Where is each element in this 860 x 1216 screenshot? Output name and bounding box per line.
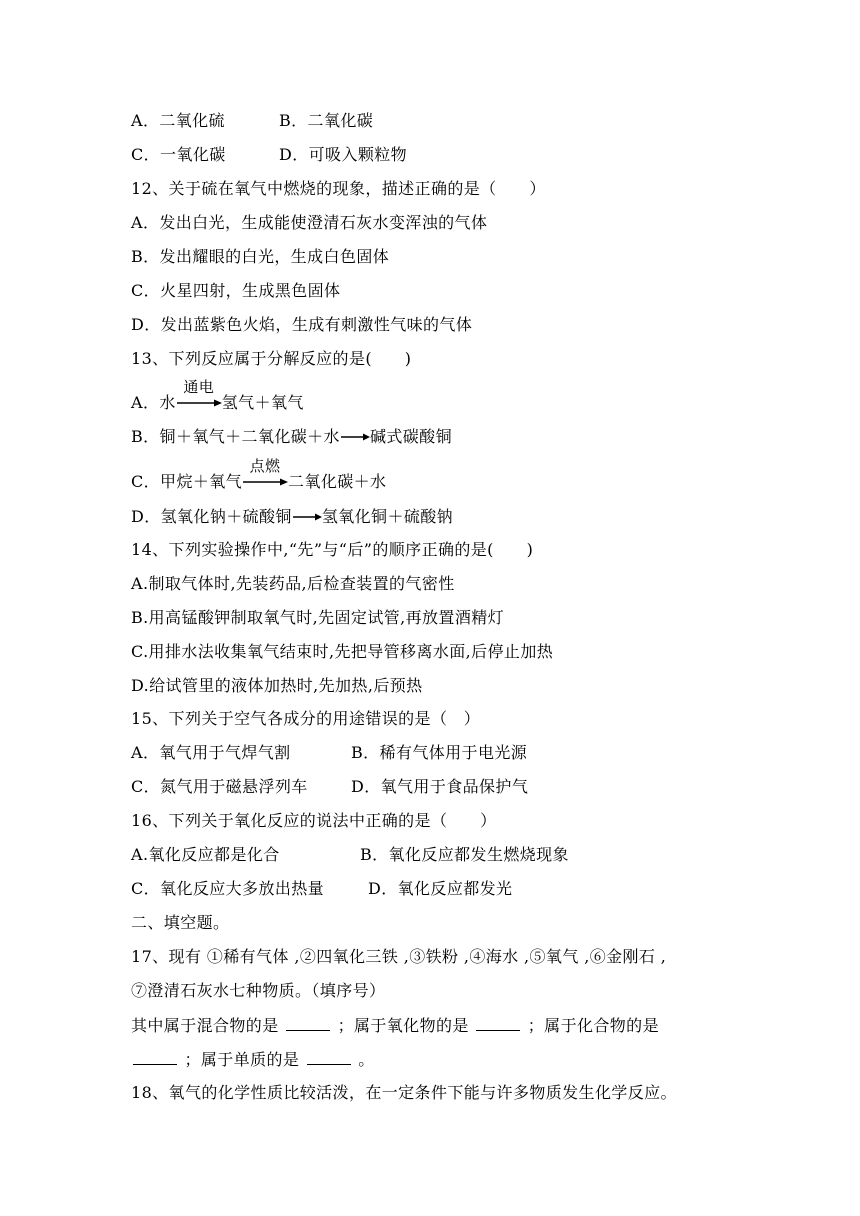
- question-14-stem: 14、下列实验操作中,“先”与“后”的顺序正确的是( ): [131, 540, 534, 559]
- question-16-option-d: D．氧化反应都发光: [368, 879, 513, 898]
- products: 碱式碳酸铜: [369, 427, 452, 446]
- question-13-option-d: [131, 506, 453, 528]
- option-row: [131, 144, 407, 166]
- reaction-arrow: [176, 378, 222, 414]
- question-16-option-b: B．氧化反应都发生燃烧现象: [360, 845, 569, 864]
- option-b: B．二氧化碳: [279, 111, 374, 130]
- question-15-stem: 15、下列关于空气各成分的用途错误的是（ ）: [131, 709, 481, 728]
- question-14-option-b: B.用高锰酸钾制取氧气时,先固定试管,再放置酒精灯: [131, 608, 505, 627]
- option-row: [131, 878, 512, 900]
- products: 二氧化碳＋水: [288, 472, 387, 491]
- arrow-icon: [242, 471, 288, 493]
- question-12-option-d: D．发出蓝紫色火焰，生成有刺激性气味的气体: [131, 315, 473, 334]
- option-row: [131, 844, 569, 866]
- question-16-stem: 16、下列关于氧化反应的说法中正确的是（ ）: [131, 811, 497, 830]
- question-12-option-b: B．发出耀眼的白光，生成白色固体: [131, 247, 390, 266]
- reaction-condition: 通电: [183, 378, 215, 396]
- question-13-option-a: [131, 378, 304, 414]
- question-12-option-a: A．发出白光，生成能使澄清石灰水变浑浊的气体: [131, 213, 488, 232]
- option-c: C．一氧化碳: [131, 145, 226, 164]
- question-14-option-d: D.给试管里的液体加热时,先加热,后预热: [131, 676, 423, 695]
- arrow-icon: [176, 392, 222, 414]
- reaction-condition: 点燃: [249, 457, 281, 475]
- question-15-option-a: A．氧气用于气焊气割: [131, 743, 291, 762]
- question-15-option-c: C．氮气用于磁悬浮列车: [131, 777, 308, 796]
- section-heading: 二、填空题。: [131, 913, 230, 932]
- question-12-stem: 12、关于硫在氧气中燃烧的现象，描述正确的是（ ）: [131, 179, 546, 198]
- question-17-line-2: ⑦澄清石灰水七种物质。（填序号）: [131, 981, 386, 1000]
- question-15-option-d: D．氧气用于食品保护气: [351, 777, 529, 796]
- question-17-line-3: 其中属于混合物的是 ；属于氧化物的是 ；属于化合物的是: [131, 1016, 659, 1035]
- option-row: [131, 110, 373, 132]
- reactants: B．铜＋氧气＋二氧化碳＋水: [131, 427, 340, 446]
- answer-blank[interactable]: [133, 1048, 177, 1065]
- answer-blank[interactable]: [286, 1014, 330, 1031]
- answer-blank[interactable]: [476, 1014, 520, 1031]
- question-18: 18、氧气的化学性质比较活泼，在一定条件下能与许多物质发生化学反应。: [131, 1083, 677, 1102]
- question-14-option-c: C.用排水法收集氧气结束时,先把导管移离水面,后停止加热: [131, 642, 554, 661]
- products: 氢气＋氧气: [221, 393, 304, 412]
- question-14-option-a: A.制取气体时,先装药品,后检查装置的气密性: [131, 574, 455, 593]
- question-16-option-a: A.氧化反应都是化合: [131, 845, 280, 864]
- reactants: D．氢氧化钠＋硫酸铜: [131, 507, 292, 526]
- arrow-icon: [292, 506, 322, 528]
- option-a: A．二氧化硫: [131, 111, 225, 130]
- question-17-line-1: 17、现有 ①稀有气体 ,②四氧化三铁 ,③铁粉 ,④海水 ,⑤氧气 ,⑥金刚石 ,: [131, 947, 667, 966]
- reaction-arrow: [242, 457, 288, 493]
- option-row: [131, 776, 528, 798]
- option-d: D．可吸入颗粒物: [279, 145, 408, 164]
- answer-blank[interactable]: [307, 1048, 351, 1065]
- question-13-option-c: [131, 457, 387, 493]
- option-row: [131, 742, 527, 764]
- question-17-line-4: ；属于单质的是 。: [131, 1048, 375, 1071]
- arrow-icon: [340, 426, 370, 448]
- question-13-option-b: [131, 426, 452, 448]
- products: 氢氧化铜＋硫酸钠: [321, 507, 454, 526]
- question-13-stem: 13、下列反应属于分解反应的是( ): [131, 349, 412, 368]
- question-15-option-b: B．稀有气体用于电光源: [351, 743, 528, 762]
- reactants: A．水: [131, 393, 176, 412]
- reactants: C．甲烷＋氧气: [131, 472, 243, 491]
- question-16-option-c: C．氧化反应大多放出热量: [131, 879, 325, 898]
- question-12-option-c: C．火星四射，生成黑色固体: [131, 281, 341, 300]
